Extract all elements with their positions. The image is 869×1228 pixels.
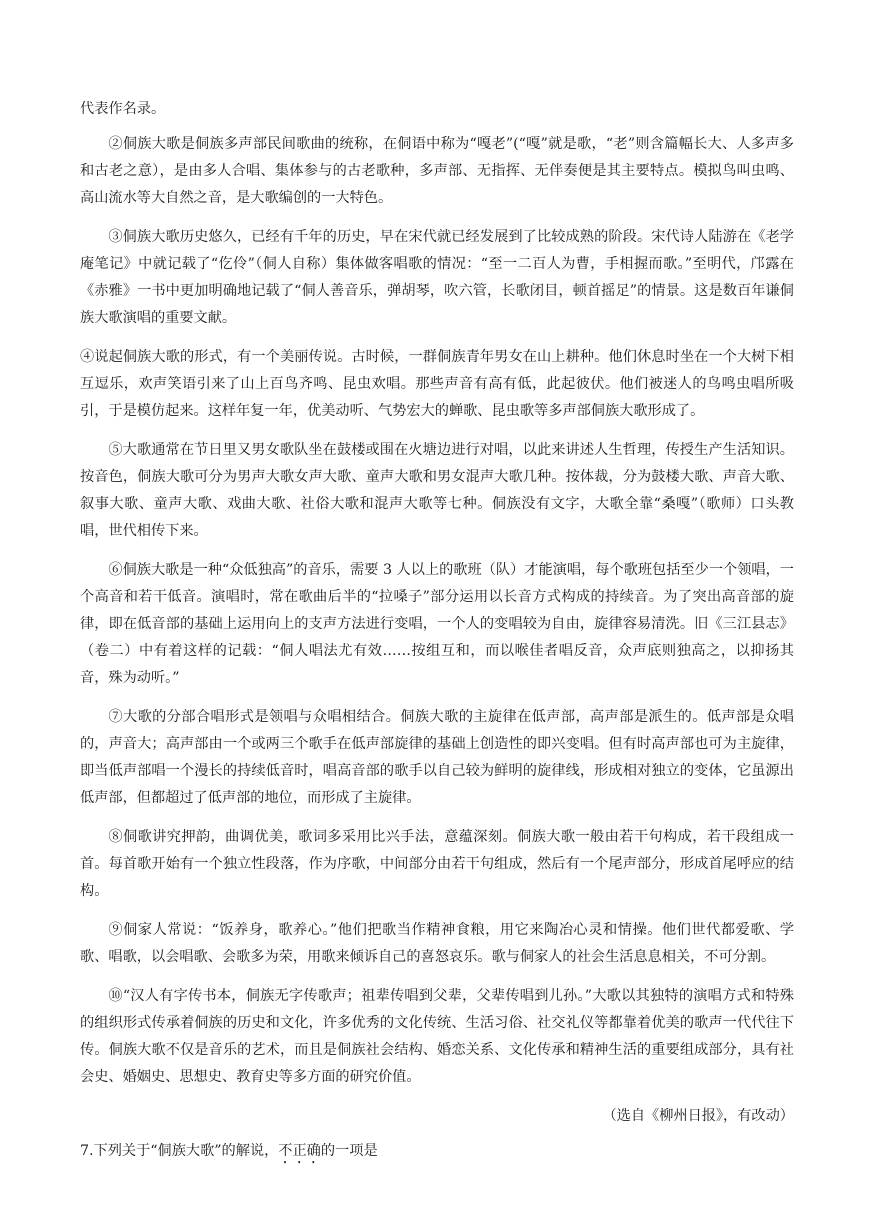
paragraph-6: ⑥侗族大歌是一种“众低独高”的音乐，需要 3 人以上的歌班（队）才能演唱，每个歌班包括至少一个领唱，一个高音和若干低音。演唱时，常在歌曲后半的“拉嗓子”部分运用以长音方式构成的持续音。为了突出高音部的旋律，即在低音部的基础上运用向上的支声方法进行变唱，一个人的变唱较为自由，旋律容易清洗。旧《三江县志》（卷二）中有着这样的记载：“侗人唱法尤有效……按组互和，而以喉佳者唱反音，众声底则独高之，以抑扬其音，殊为动听。”: [80, 562, 794, 686]
lead-line: 代表作名录。: [80, 101, 166, 117]
paragraph-10: ⑩“汉人有字传书本，侗族无字传歌声；祖辈传唱到父辈，父辈传唱到儿孙。”大歌以其独特的演唱方式和特殊的组织形式传承着侗族的历史和文化，许多优秀的文化传统、生活习俗、社交礼仪等都靠着优美的歌声一代代往下传。侗族大歌不仅是音乐的艺术，而且是侗族社会结构、婚恋关系、文化传承和精神生活的重要组成部分，具有社会史、婚姻史、思想史、教育史等多方面的研究价值。: [80, 988, 794, 1085]
question-7: [80, 1138, 794, 1167]
paragraph-9: ⑨侗家人常说：“饭养身，歌养心。”他们把歌当作精神食粮，用它来陶冶心灵和情操。他们世代都爱歌、学歌、唱歌，以会唱歌、会歌多为荣，用歌来倾诉自己的喜怒哀乐。歌与侗家人的社会生活息息相关，不可分割。: [80, 922, 794, 965]
paragraph-5: ⑤大歌通常在节日里又男女歌队坐在鼓楼或围在火塘边进行对唱，以此来讲述人生哲理，传授生产生活知识。按音色，侗族大歌可分为男声大歌女声大歌、童声大歌和男女混声大歌几种。按体裁，分为鼓楼大歌、声音大歌、叙事大歌、童声大歌、戏曲大歌、社俗大歌和混声大歌等七种。侗族没有文字，大歌全靠“桑嘎”（歌师）口头教唱，世代相传下来。: [80, 442, 794, 539]
document-page: [80, 96, 794, 1167]
question-prefix: 7.下列关于“侗族大歌”的解说，: [80, 1143, 279, 1159]
paragraph-3: ③侗族大歌历史悠久，已经有千年的历史，早在宋代就已经发展到了比较成熟的阶段。宋代诗人陆游在《老学庵笔记》中就记载了“仡伶”（侗人自称）集体做客唱歌的情况：“至一二百人为曹，手相握而歌。”至明代，邝露在《赤雅》一书中更加明确地记载了“侗人善音乐，弹胡琴，吹六管，长歌闭目，顿首摇足”的情景。这是数百年谦侗族大歌演唱的重要文献。: [80, 229, 794, 326]
paragraph-2: ②侗族大歌是侗族多声部民间歌曲的统称，在侗语中称为“嘎老”(“嘎”就是歌，“老”则含篇幅长大、人多声多和古老之意），是由多人合唱、集体参与的古老歌种，多声部、无指挥、无伴奏便是其主要特点。模拟鸟叫虫鸣、高山流水等大自然之音，是大歌编创的一大特色。: [80, 136, 794, 206]
paragraph-7: ⑦大歌的分部合唱形式是领唱与众唱相结合。侗族大歌的主旋律在低声部，高声部是派生的。低声部是众唱的，声音大；高声部由一个或两三个歌手在低声部旋律的基础上创造性的即兴变唱。但有时高声部也可为主旋律，即当低声部唱一个漫长的持续低音时，唱高音部的歌手以自己较为鲜明的旋律线，形成相对独立的变体，它虽源出低声部，但都超过了低声部的地位，而形成了主旋律。: [80, 709, 794, 806]
question-emphasis: 不正确: [278, 1143, 321, 1159]
paragraph-4: ④说起侗族大歌的形式，有一个美丽传说。古时候，一群侗族青年男女在山上耕种。他们休息时坐在一个大树下相互逗乐，欢声笑语引来了山上百鸟齐鸣、昆虫欢唱。那些声音有高有低，此起彼伏。他们被迷人的鸟鸣虫唱所吸引，于是模仿起来。这样年复一年，优美动听、气势宏大的蝉歌、昆虫歌等多声部侗族大歌形成了。: [80, 349, 794, 419]
question-suffix: 的一项是: [320, 1143, 378, 1159]
source-note: （选自《柳州日报》，有改动）: [602, 1108, 794, 1124]
paragraph-8: ⑧侗歌讲究押韵，曲调优美，歌词多采用比兴手法，意蕴深刻。侗族大歌一般由若干句构成，若干段组成一首。每首歌开始有一个独立性段落，作为序歌，中间部分由若干句组成，然后有一个尾声部分，形成首尾呼应的结构。: [80, 829, 794, 899]
